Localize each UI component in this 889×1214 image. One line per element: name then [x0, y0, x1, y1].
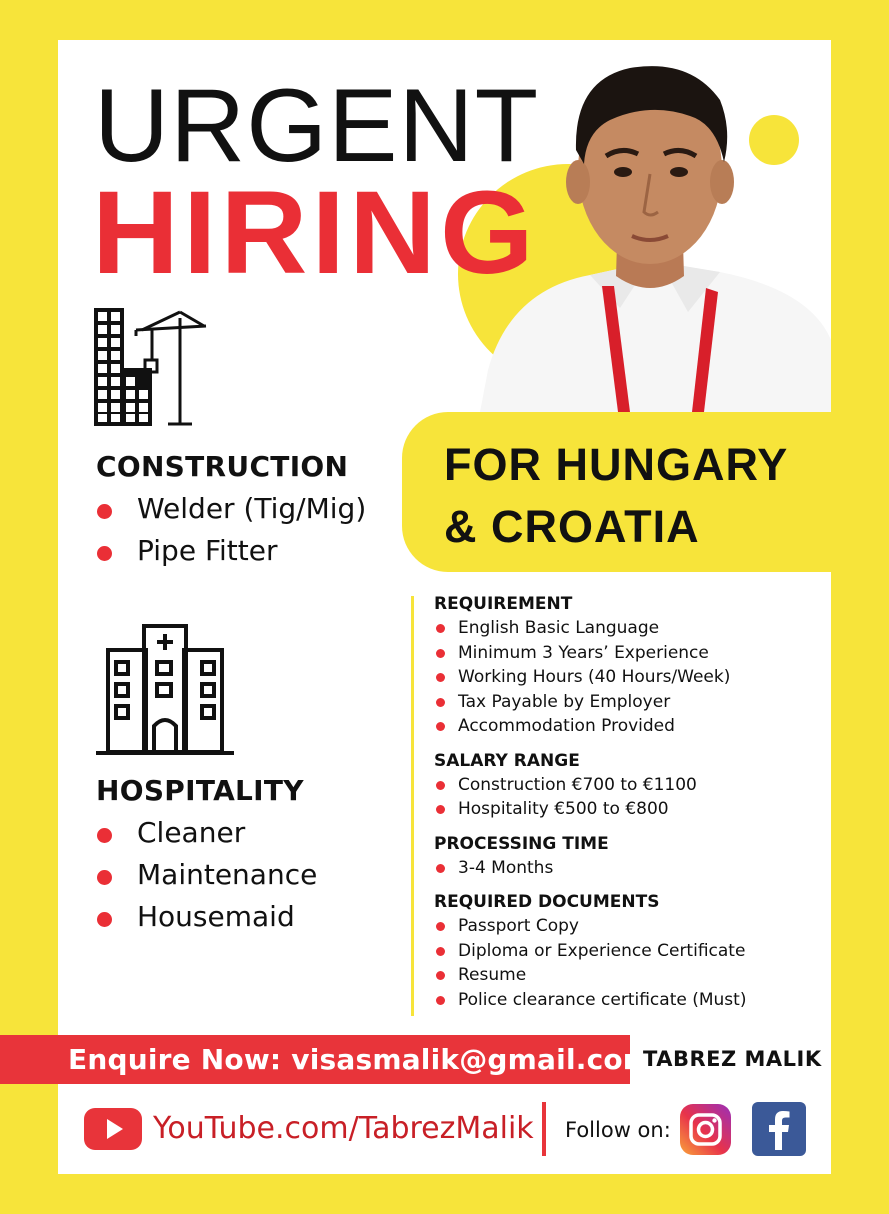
headline-urgent: URGENT — [94, 68, 540, 184]
recruiter-name: TABREZ MALIK — [643, 1047, 822, 1071]
list-item: Accommodation Provided — [434, 714, 824, 739]
building-crane-icon — [94, 308, 212, 430]
documents-list — [434, 914, 824, 1012]
facebook-icon[interactable] — [752, 1102, 806, 1156]
column-divider — [411, 596, 414, 1016]
list-item: Resume — [434, 963, 824, 988]
instagram-icon[interactable] — [680, 1104, 731, 1155]
list-item: Pipe Fitter — [96, 530, 366, 572]
list-item: Police clearance certificate (Must) — [434, 988, 824, 1013]
list-item: Diploma or Experience Certificate — [434, 939, 824, 964]
construction-title: CONSTRUCTION — [96, 450, 349, 483]
destination-line-2: & CROATIA — [444, 501, 700, 552]
destination-banner — [402, 412, 831, 572]
hospitality-title: HOSPITALITY — [96, 774, 304, 807]
list-item: 3-4 Months — [434, 856, 824, 881]
youtube-link[interactable]: YouTube.com/TabrezMalik — [153, 1111, 534, 1146]
youtube-icon[interactable] — [84, 1108, 142, 1150]
list-item: Working Hours (40 Hours/Week) — [434, 665, 824, 690]
documents-title: REQUIRED DOCUMENTS — [434, 892, 660, 912]
info-column — [434, 592, 824, 1012]
footer-divider — [542, 1102, 546, 1156]
headline-hiring: HIRING — [92, 167, 538, 299]
list-item: Tax Payable by Employer — [434, 690, 824, 715]
construction-list — [96, 488, 366, 572]
poster-card — [58, 40, 831, 1174]
salary-list — [434, 773, 824, 822]
requirement-list — [434, 616, 824, 739]
hospital-building-icon — [96, 622, 234, 756]
processing-list — [434, 856, 824, 881]
list-item: Passport Copy — [434, 914, 824, 939]
enquire-band — [0, 1035, 653, 1084]
requirement-title: REQUIREMENT — [434, 594, 573, 614]
list-item: Cleaner — [96, 812, 317, 854]
enquire-email-link[interactable]: Enquire Now: visasmalik@gmail.com — [68, 1043, 653, 1076]
list-item: Minimum 3 Years’ Experience — [434, 641, 824, 666]
destination-text — [444, 434, 788, 558]
salary-title: SALARY RANGE — [434, 750, 580, 771]
list-item: Hospitality €500 to €800 — [434, 797, 824, 822]
hospitality-list — [96, 812, 317, 938]
list-item: Construction €700 to €1100 — [434, 773, 824, 798]
list-item: Housemaid — [96, 896, 317, 938]
processing-title: PROCESSING TIME — [434, 833, 609, 854]
list-item: Maintenance — [96, 854, 317, 896]
list-item: English Basic Language — [434, 616, 824, 641]
follow-label: Follow on: — [565, 1118, 671, 1142]
destination-line-1: FOR HUNGARY — [444, 439, 789, 490]
list-item: Welder (Tig/Mig) — [96, 488, 366, 530]
